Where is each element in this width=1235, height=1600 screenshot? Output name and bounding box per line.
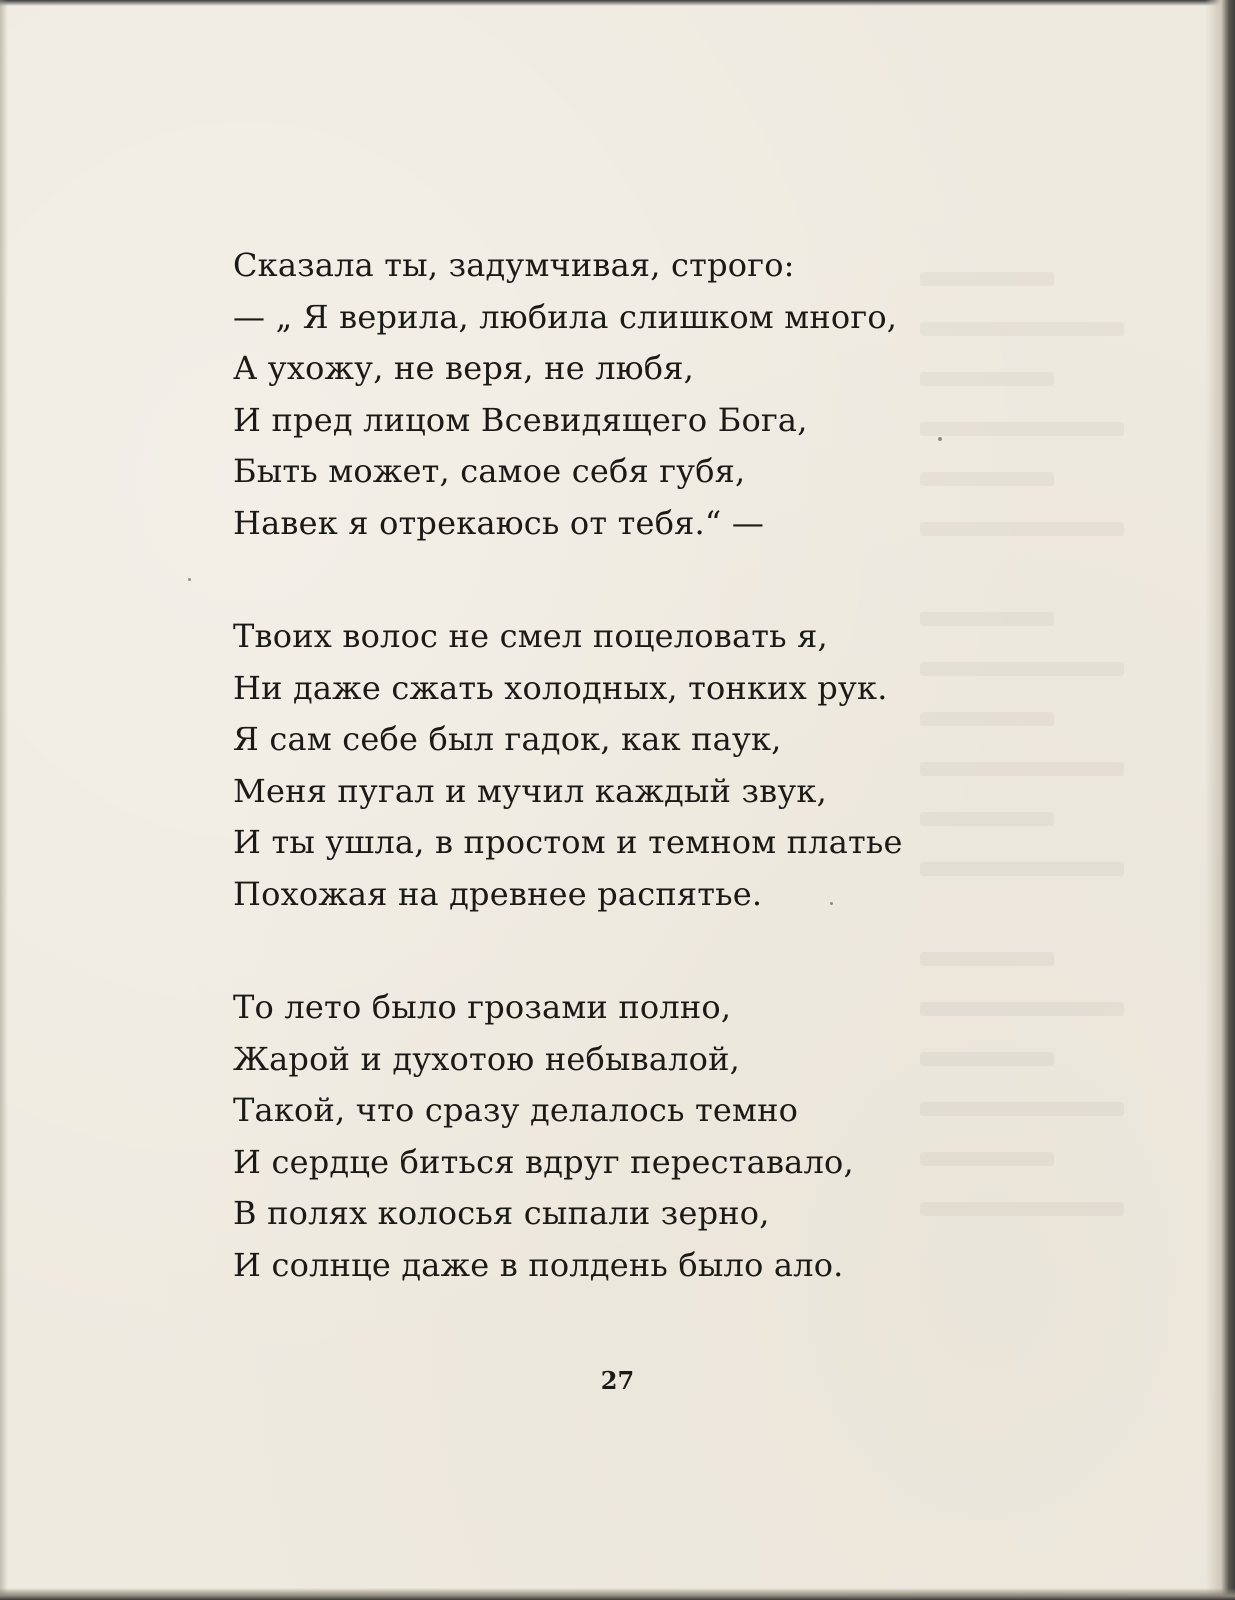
verse-line: Твоих волос не смел поцеловать я, <box>233 617 828 655</box>
verse-line: То лето было грозами полно, <box>233 988 732 1026</box>
stanza-2 <box>233 611 993 920</box>
verse-line: Такой, что сразу делалось темно <box>233 1091 799 1129</box>
verse-line: Похожая на древнее распятье. <box>233 874 763 913</box>
verse-line: Жарой и духотою небывалой, <box>233 1039 741 1078</box>
verse-line: А ухожу, не веря, не любя, <box>233 349 695 387</box>
verse-line: Я сам себе был гадок, как паук, <box>233 720 782 758</box>
scan-edge-left <box>0 0 8 1600</box>
verse-line: И сердце биться вдруг переставало, <box>233 1142 854 1181</box>
stanza-3 <box>233 982 993 1291</box>
verse-line: — „ Я верила, любила слишком много, <box>233 297 898 336</box>
verse-line: Ни даже сжать холодных, тонких рук. <box>233 668 888 707</box>
verse-line: Сказала ты, задумчивая, строго: <box>233 246 795 284</box>
paper-speck <box>188 578 191 581</box>
verse-line: И пред лицом Всевидящего Бога, <box>233 400 808 439</box>
verse-line: Меня пугал и мучил каждый звук, <box>233 771 827 810</box>
scan-edge-bottom <box>0 1588 1235 1600</box>
verse-line: И солнце даже в полдень было ало. <box>233 1245 844 1284</box>
verse-line: Навек я отрекаюсь от тебя.“ — <box>233 503 765 542</box>
stanza-1 <box>233 240 993 549</box>
verse-line: Быть может, самое себя губя, <box>233 452 746 490</box>
verse-line: И ты ушла, в простом и темном платье <box>233 823 903 861</box>
page-number: 27 <box>600 1366 635 1395</box>
scan-edge-top <box>0 0 1235 6</box>
verse-line: В полях колосья сыпали зерно, <box>233 1194 770 1232</box>
poem-body <box>233 240 993 1353</box>
